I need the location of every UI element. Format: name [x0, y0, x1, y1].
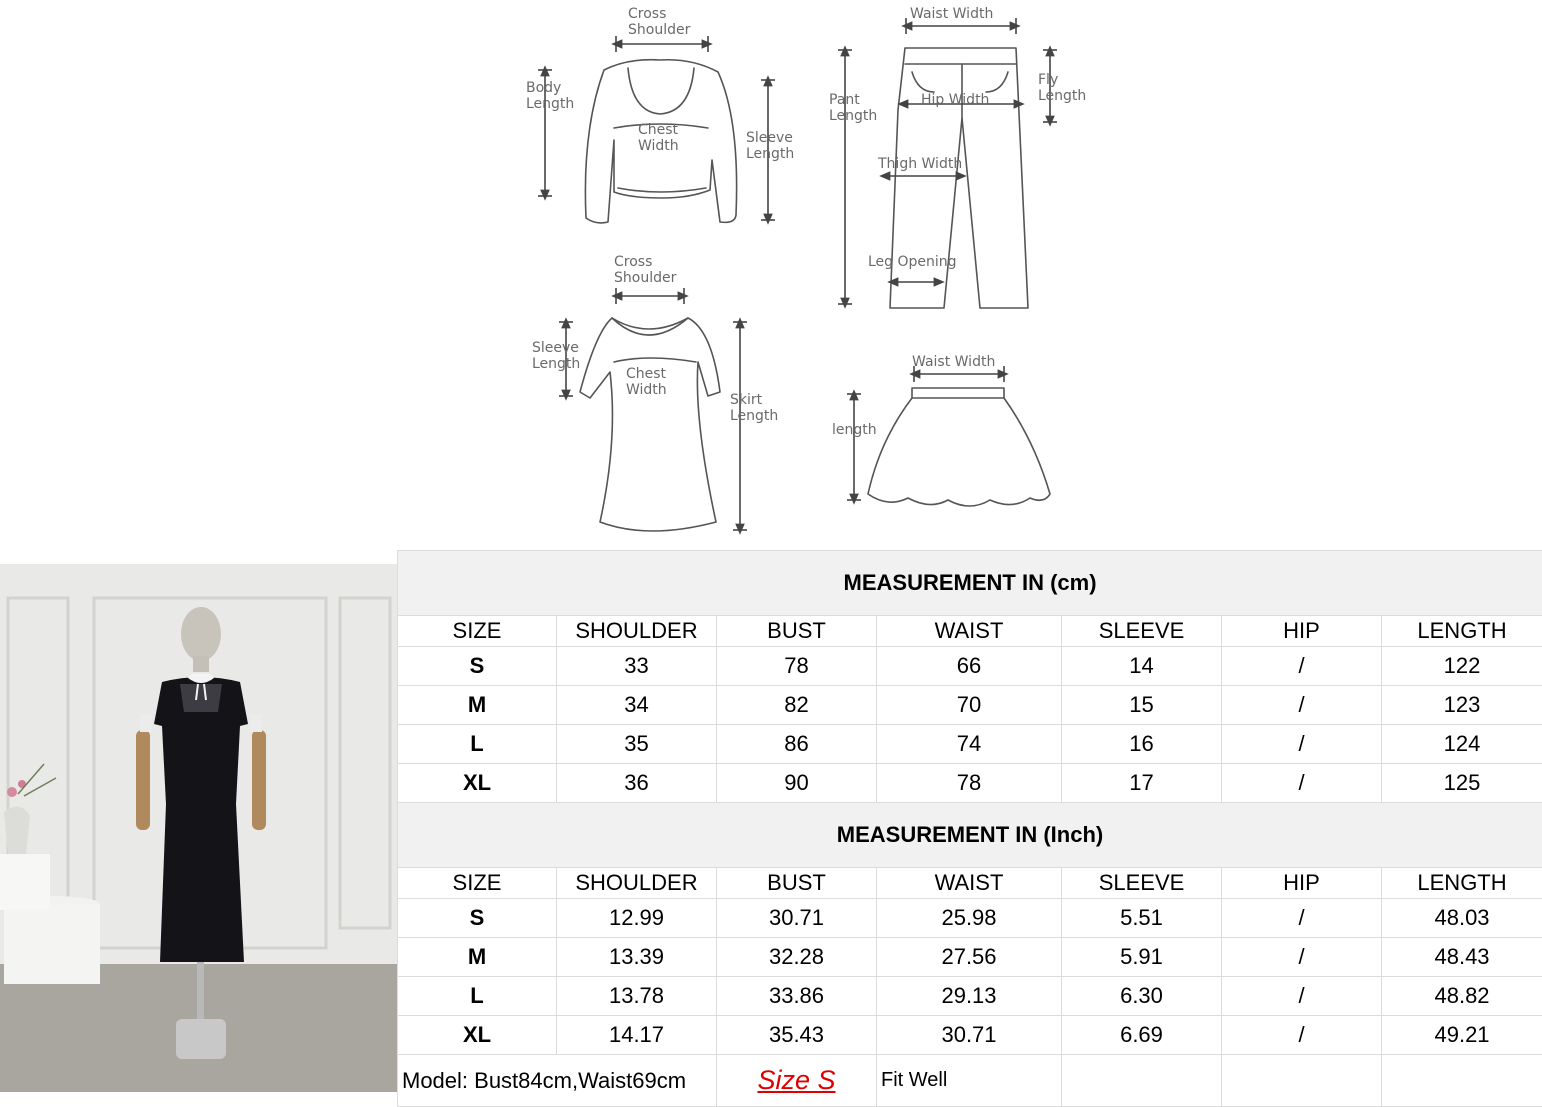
inch-cell: 32.28 — [717, 938, 877, 977]
cm-cell: / — [1222, 764, 1382, 803]
cm-cell: 34 — [557, 686, 717, 725]
cm-header-length: LENGTH — [1382, 616, 1542, 647]
inch-cell: 5.91 — [1062, 938, 1222, 977]
pants-diagram — [829, 6, 1086, 308]
inch-cell: 35.43 — [717, 1016, 877, 1055]
model-info-row — [398, 1055, 1542, 1107]
cm-cell: 74 — [877, 725, 1062, 764]
inch-cell: 13.78 — [557, 977, 717, 1016]
inch-cell: / — [1222, 1016, 1382, 1055]
inch-cell: / — [1222, 938, 1382, 977]
top-sleeve-length-label-1: Sleeve — [746, 130, 793, 146]
cm-header-size: SIZE — [398, 616, 557, 647]
cm-cell: 36 — [557, 764, 717, 803]
skirt-length-label: length — [832, 422, 877, 438]
cm-cell: 33 — [557, 647, 717, 686]
inch-row-l — [398, 977, 1542, 1016]
inch-cell: L — [398, 977, 557, 1016]
cm-row-l — [398, 725, 1542, 764]
inch-header-bust: BUST — [717, 868, 877, 899]
empty-cell — [1222, 1055, 1382, 1107]
cm-header-hip: HIP — [1222, 616, 1382, 647]
pants-length-label-1: Pant — [829, 92, 860, 108]
cm-cell: 82 — [717, 686, 877, 725]
inch-header-row — [398, 868, 1542, 899]
cm-cell: 90 — [717, 764, 877, 803]
cm-cell: / — [1222, 725, 1382, 764]
cm-cell: 70 — [877, 686, 1062, 725]
dress-chest-width-label-1: Chest — [626, 366, 667, 382]
inch-header-sleeve: SLEEVE — [1062, 868, 1222, 899]
empty-cell — [1062, 1055, 1222, 1107]
inch-cell: 30.71 — [877, 1016, 1062, 1055]
pants-fly-length-label-2: Length — [1038, 88, 1086, 104]
pants-length-label-2: Length — [829, 108, 877, 124]
cm-cell: 124 — [1382, 725, 1542, 764]
cm-cell: XL — [398, 764, 557, 803]
cm-cell: 125 — [1382, 764, 1542, 803]
pants-fly-length-label-1: Fly — [1038, 72, 1058, 88]
pants-waist-width-label: Waist Width — [910, 6, 993, 22]
top-cross-shoulder-label-1: Cross — [628, 6, 666, 22]
top-body-length-label-2: Length — [526, 96, 574, 112]
model-fit: Fit Well — [877, 1055, 1062, 1107]
inch-header-length: LENGTH — [1382, 868, 1542, 899]
cm-header-bust: BUST — [717, 616, 877, 647]
pants-hip-width-label: Hip Width — [921, 92, 989, 108]
inch-cell: 27.56 — [877, 938, 1062, 977]
skirt-diagram — [832, 354, 1050, 506]
dress-cross-shoulder-label-1: Cross — [614, 254, 652, 270]
cm-header-row — [398, 616, 1542, 647]
inch-cell: / — [1222, 977, 1382, 1016]
inch-cell: 12.99 — [557, 899, 717, 938]
cm-header-sleeve: SLEEVE — [1062, 616, 1222, 647]
garment-measurement-diagram — [0, 0, 1542, 550]
dress-sleeve-length-label-2: Length — [532, 356, 580, 372]
size-chart-table — [397, 550, 1542, 1107]
cm-cell: 14 — [1062, 647, 1222, 686]
cm-cell: 86 — [717, 725, 877, 764]
cm-cell: 66 — [877, 647, 1062, 686]
cm-cell: L — [398, 725, 557, 764]
model-measurements: Model: Bust84cm,Waist69cm — [398, 1055, 717, 1107]
inch-cell: 33.86 — [717, 977, 877, 1016]
dress-skirt-length-label-1: Skirt — [730, 392, 763, 408]
inch-cell: 48.03 — [1382, 899, 1542, 938]
inch-header-size: SIZE — [398, 868, 557, 899]
cm-cell: 17 — [1062, 764, 1222, 803]
inch-header-hip: HIP — [1222, 868, 1382, 899]
dress-diagram — [532, 254, 778, 531]
top-diagram — [526, 6, 794, 223]
inch-table-title: MEASUREMENT IN (Inch) — [398, 803, 1542, 868]
inch-cell: 14.17 — [557, 1016, 717, 1055]
inch-cell: XL — [398, 1016, 557, 1055]
empty-cell — [1382, 1055, 1542, 1107]
inch-cell: 6.30 — [1062, 977, 1222, 1016]
inch-cell: M — [398, 938, 557, 977]
inch-table-title-row — [398, 803, 1542, 868]
inch-cell: 25.98 — [877, 899, 1062, 938]
cm-cell: 78 — [717, 647, 877, 686]
top-chest-width-label-2: Width — [638, 138, 679, 154]
dress-chest-width-label-2: Width — [626, 382, 667, 398]
cm-cell: 123 — [1382, 686, 1542, 725]
inch-header-shoulder: SHOULDER — [557, 868, 717, 899]
dress-cross-shoulder-label-2: Shoulder — [614, 270, 677, 286]
cm-header-waist: WAIST — [877, 616, 1062, 647]
dress-skirt-length-label-2: Length — [730, 408, 778, 424]
dress-sleeve-length-label-1: Sleeve — [532, 340, 579, 356]
inch-cell: S — [398, 899, 557, 938]
cm-row-xl — [398, 764, 1542, 803]
cm-header-shoulder: SHOULDER — [557, 616, 717, 647]
cm-cell: 78 — [877, 764, 1062, 803]
inch-cell: 13.39 — [557, 938, 717, 977]
inch-cell: 49.21 — [1382, 1016, 1542, 1055]
top-sleeve-length-label-2: Length — [746, 146, 794, 162]
top-cross-shoulder-label-2: Shoulder — [628, 22, 691, 38]
inch-row-xl — [398, 1016, 1542, 1055]
inch-cell: 6.69 — [1062, 1016, 1222, 1055]
cm-cell: / — [1222, 686, 1382, 725]
cm-row-m — [398, 686, 1542, 725]
product-photo — [0, 564, 397, 1092]
pants-thigh-width-label: Thigh Width — [877, 156, 962, 172]
top-chest-width-label-1: Chest — [638, 122, 679, 138]
cm-cell: 16 — [1062, 725, 1222, 764]
cm-table-title: MEASUREMENT IN (cm) — [398, 551, 1542, 616]
inch-cell: 5.51 — [1062, 899, 1222, 938]
inch-cell: / — [1222, 899, 1382, 938]
inch-cell: 29.13 — [877, 977, 1062, 1016]
top-body-length-label-1: Body — [526, 80, 561, 96]
inch-header-waist: WAIST — [877, 868, 1062, 899]
model-size: Size S — [717, 1055, 877, 1107]
cm-row-s — [398, 647, 1542, 686]
inch-row-s — [398, 899, 1542, 938]
cm-cell: 122 — [1382, 647, 1542, 686]
cm-cell: S — [398, 647, 557, 686]
cm-cell: / — [1222, 647, 1382, 686]
pants-leg-opening-label: Leg Opening — [868, 254, 957, 270]
cm-cell: M — [398, 686, 557, 725]
cm-cell: 35 — [557, 725, 717, 764]
cm-cell: 15 — [1062, 686, 1222, 725]
inch-cell: 30.71 — [717, 899, 877, 938]
skirt-waist-width-label: Waist Width — [912, 354, 995, 370]
inch-cell: 48.82 — [1382, 977, 1542, 1016]
inch-cell: 48.43 — [1382, 938, 1542, 977]
inch-row-m — [398, 938, 1542, 977]
cm-table-title-row — [398, 551, 1542, 616]
